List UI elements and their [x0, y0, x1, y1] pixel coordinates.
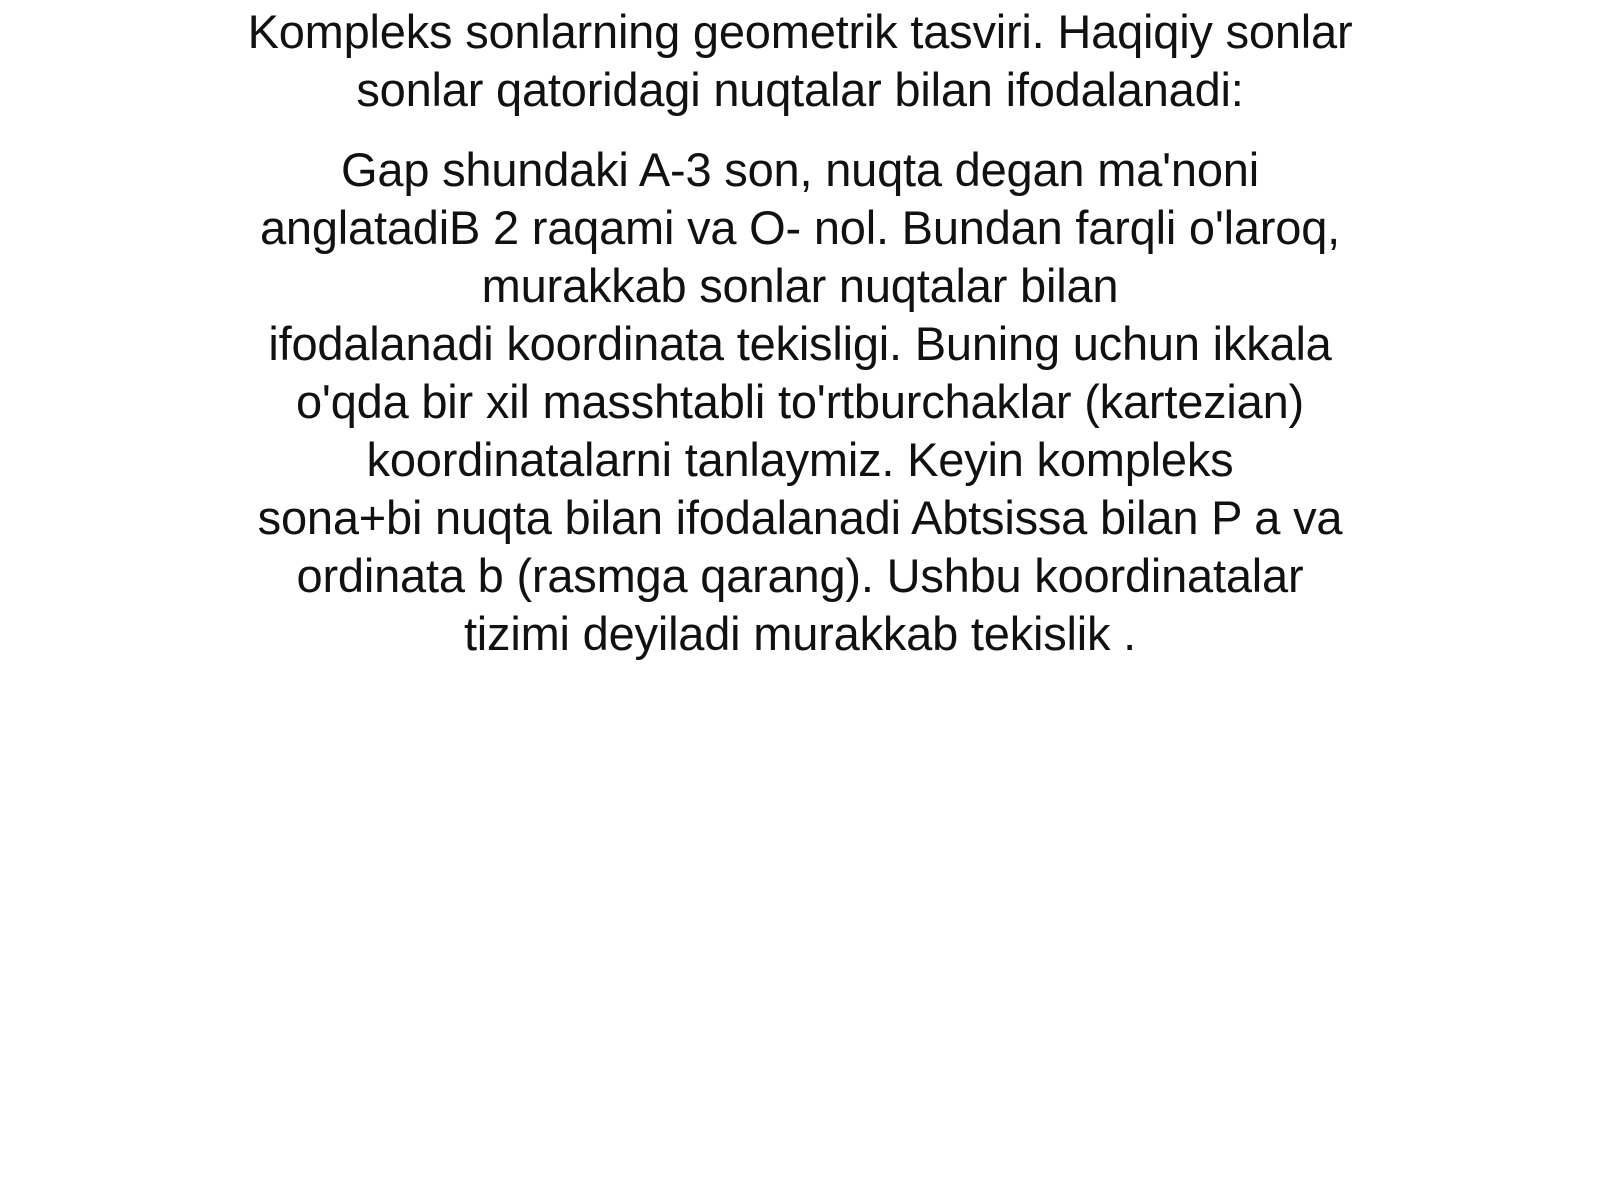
body-line: anglatadiB 2 raqami va O- nol. Bundan farqli o'laroq,: [259, 201, 1341, 254]
body-line: sona+bi nuqta bilan ifodalanadi Abtsissa bilan P a va: [257, 491, 1343, 544]
body-line: Gap shundaki A-3 son, nuqta degan ma'noni: [341, 143, 1259, 196]
intro-line: Kompleks sonlarning geometrik tasviri. Haqiqiy sonlar: [247, 5, 1353, 58]
body-line: ifodalanadi koordinata tekisligi. Buning uchun ikkala: [268, 317, 1332, 370]
intro-paragraph: [180, 3, 1420, 119]
body-line: koordinatalarni tanlaymiz. Keyin kompleks: [366, 433, 1234, 486]
body-line: ordinata b (rasmga qarang). Ushbu koordinatalar: [296, 549, 1304, 602]
body-line: murakkab sonlar nuqtalar bilan: [481, 259, 1119, 312]
body-paragraph: [180, 141, 1420, 663]
body-line: o'qda bir xil masshtabli to'rtburchaklar (kartezian): [295, 375, 1305, 428]
intro-line: sonlar qatoridagi nuqtalar bilan ifodalanadi:: [356, 63, 1244, 116]
body-line: tizimi deyiladi murakkab tekislik .: [463, 607, 1137, 660]
